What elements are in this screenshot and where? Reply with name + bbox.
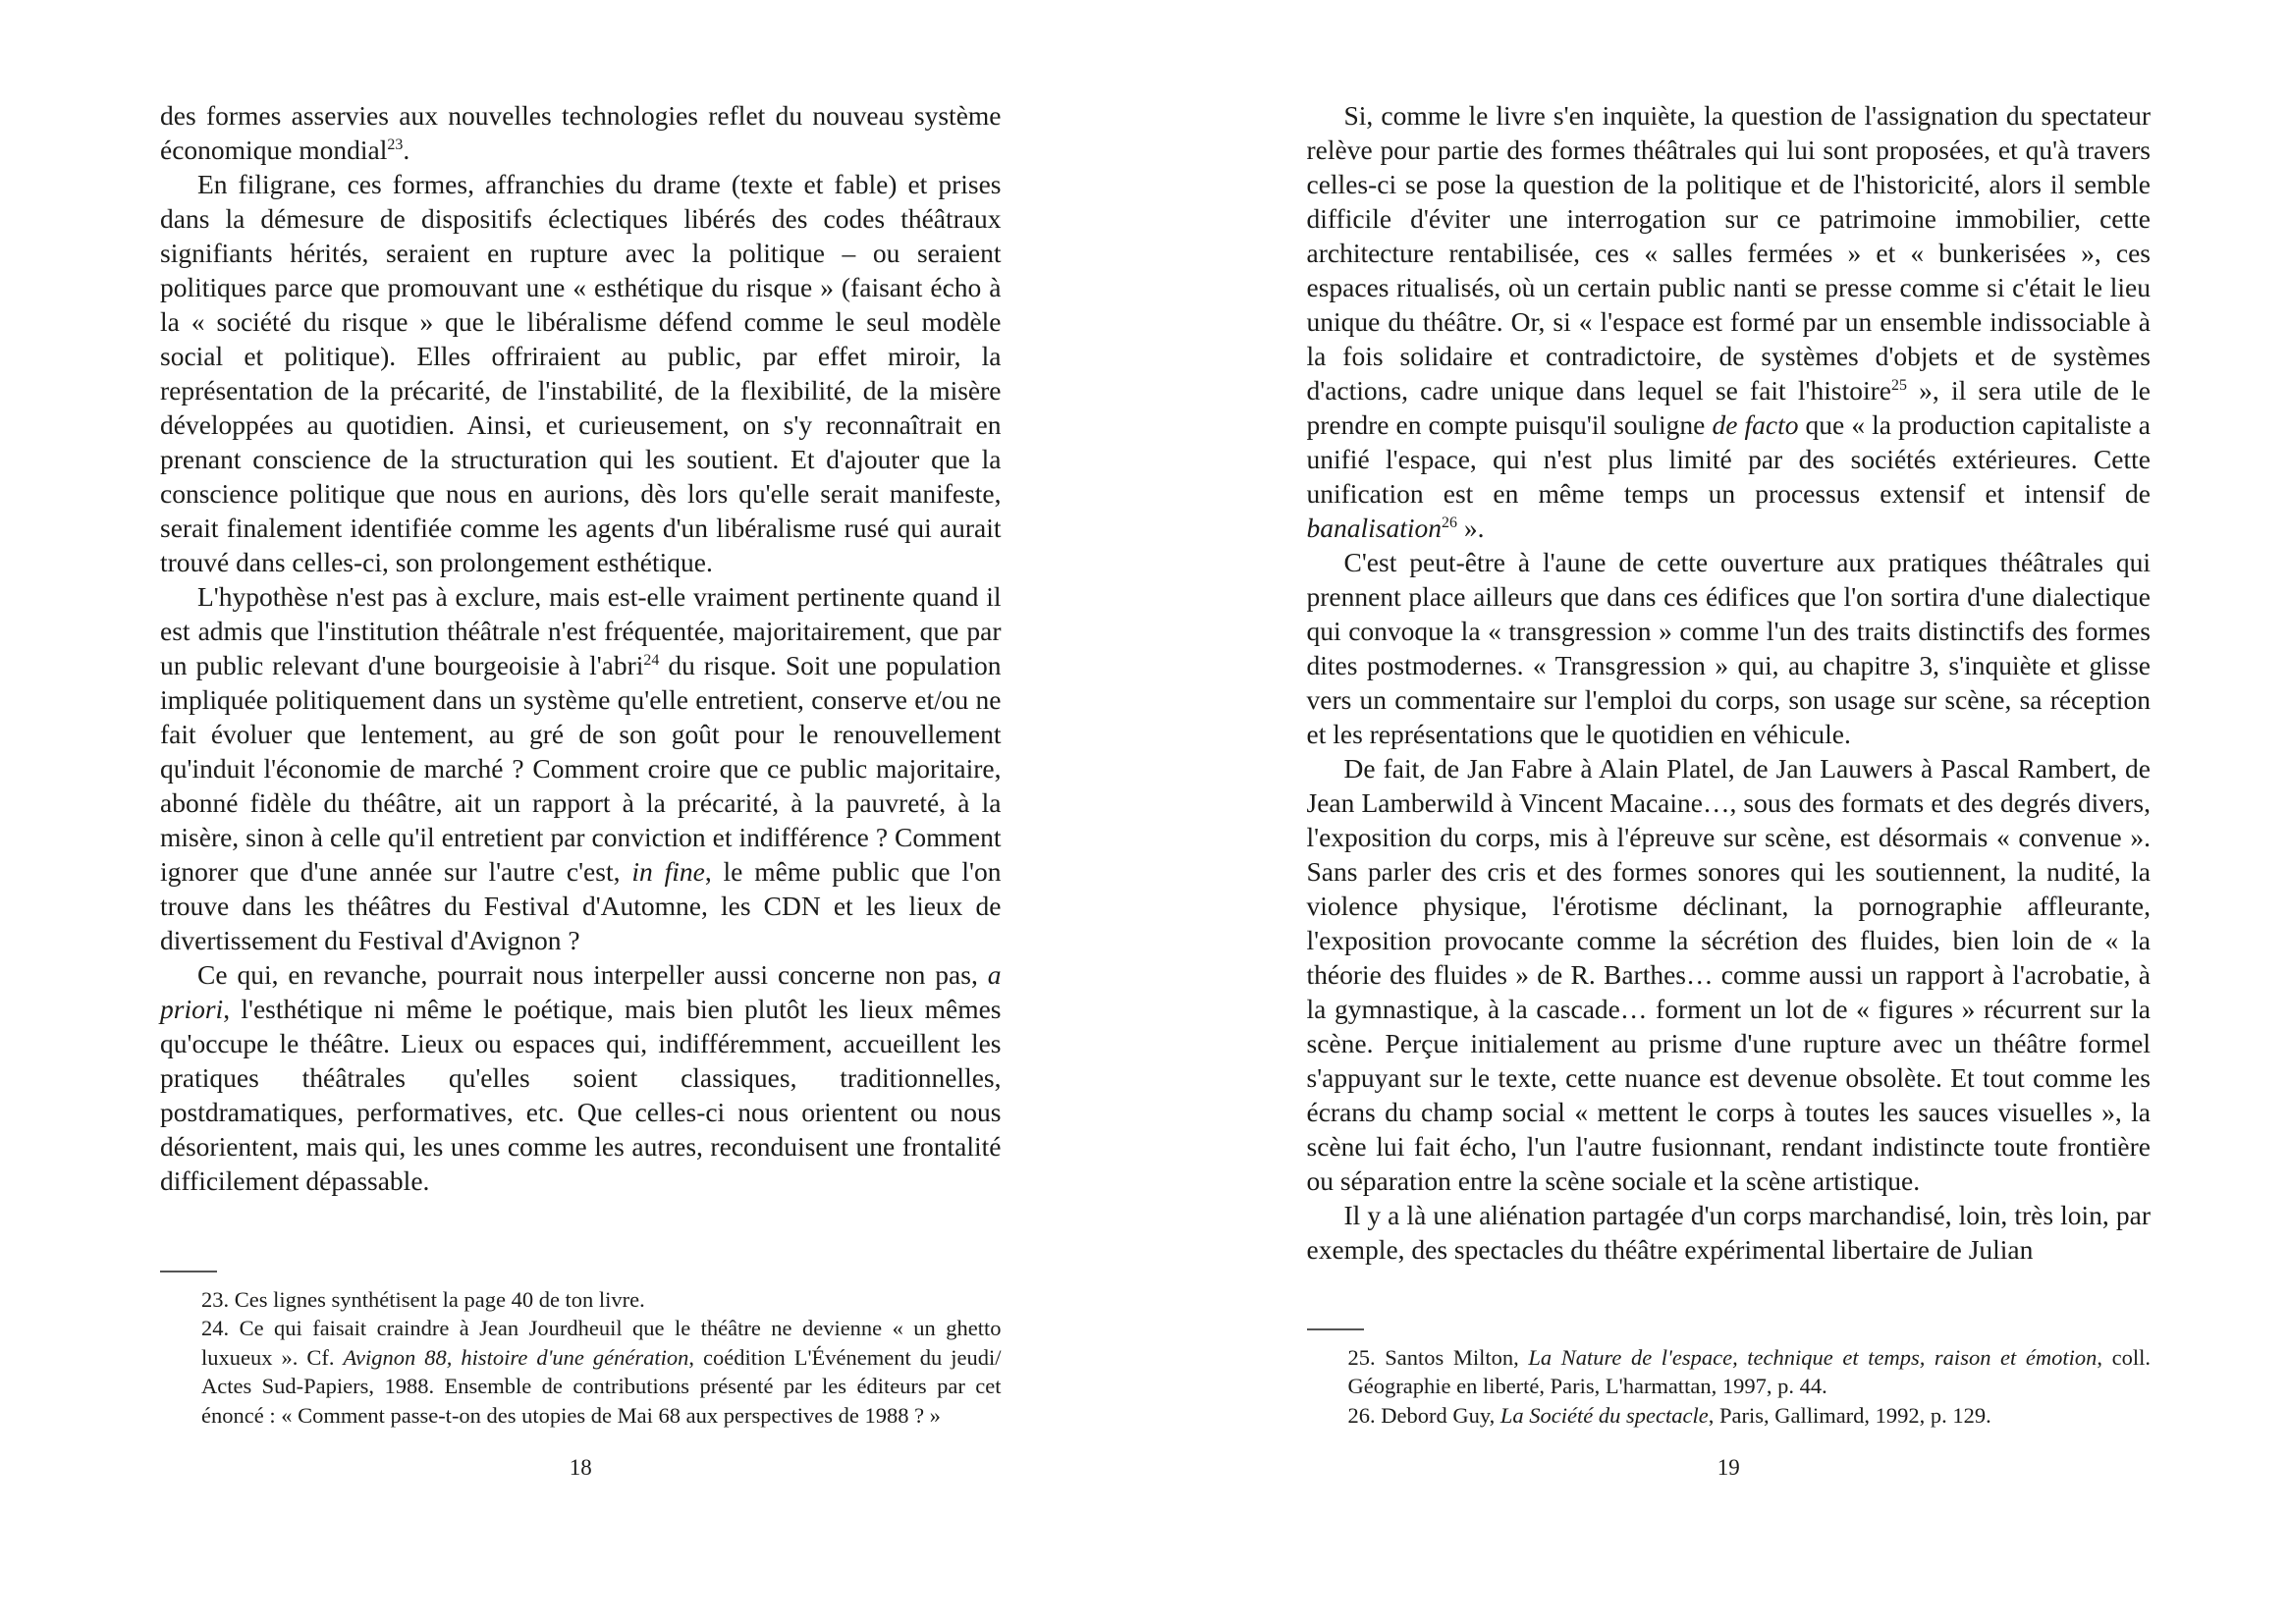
footnote-ref: 25 xyxy=(1890,376,1907,394)
footnote-ref: 26 xyxy=(1442,514,1457,531)
footnote xyxy=(1348,1343,2152,1401)
page-body-left xyxy=(160,98,1002,1198)
paragraph xyxy=(1307,751,2152,1198)
text-run: ». xyxy=(1456,513,1485,543)
paragraph xyxy=(1307,98,2152,545)
text-run: C'est peut-être à l'aune de cette ouverture aux pratiques théâtrales qui prennent place ailleurs que dans ces édifices que l'on sortira d'une dialectique qui convoque la « transgression » comme l'un des traits distinctifs des formes dites postmodernes. « Transgression » qui, au chapitre 3, s'inquiète et glisse vers un commentaire sur l'emploi du corps, son usage sur scène, sa réception et les représentations que le quotidien en véhicule. xyxy=(1306,547,2151,749)
text-run: , le même public que l'on trouve dans les théâtres du Festival d'Automne, les CDN et les lieux de divertissement du Festival d'Avignon ? xyxy=(160,856,1002,955)
footnote-ref: 24 xyxy=(643,651,660,669)
text-run: 23. Ces lignes synthétisent la page 40 de ton livre. xyxy=(201,1286,645,1312)
paragraph xyxy=(160,98,1002,167)
paragraph xyxy=(160,957,1002,1198)
text-run: , l'esthétique ni même le poétique, mais bien plutôt les lieux mêmes qu'occupe le théâtre. Lieux ou espaces qui, indifféremment, accueillent les pratiques théâtrales qu'elles soient classiques, traditionnelles, postdramatiques, performatives, etc. Que celles-ci nous orientent ou nous désorientent, mais qui, les unes comme les autres, reconduisent une frontalité difficilement dépassable. xyxy=(160,994,1002,1196)
text-run: que « la production capitaliste a unifié l'espace, qui n'est plus limité par des sociétés extérieures. Cette unification est en même temps un processus extensif et intensif de xyxy=(1306,409,2151,509)
text-run: . xyxy=(403,135,410,165)
text-run: Il y a là une aliénation partagée d'un corps marchandisé, loin, très loin, par exemple, des spectacles du théâtre expérimental libertaire de Julian xyxy=(1306,1200,2151,1265)
italic-text: La Nature de l'espace, technique et temps, raison et émotion xyxy=(1528,1344,2098,1370)
text-run: , Paris, Gallimard, 1992, p. 129. xyxy=(1708,1402,1991,1428)
text-run: Ce qui, en revanche, pourrait nous interpeller aussi concerne non pas, xyxy=(197,959,988,990)
page-number-left: 18 xyxy=(569,1455,592,1480)
footnotes-right xyxy=(1307,1343,2152,1431)
text-run: 26. Debord Guy, xyxy=(1347,1402,1500,1428)
spacer xyxy=(1307,1267,2152,1328)
footnote-rule xyxy=(1307,1328,1364,1330)
italic-text: banalisation xyxy=(1306,513,1443,543)
italic-text: Avignon 88, histoire d'une génération xyxy=(343,1344,689,1370)
text-run: 24. Ce qui faisait craindre à Jean Jourdheuil que le théâtre ne devienne « un ghetto luxueux ». Cf. xyxy=(201,1316,1002,1370)
italic-text: La Société du spectacle xyxy=(1499,1402,1709,1428)
text-run: Si, comme le livre s'en inquiète, la question de l'assignation du spectateur relève pour partie des formes théâtrales qui lui sont proposées, et qu'à travers celles-ci se pose la question de la politique et de l'historicité, alors il semble difficile d'éviter une interrogation sur ce patrimoine immobilier, cette architecture rentabilisée, ces « salles fermées » et « bunkerisées », ces espaces ritualisés, où un certain public nanti se presse comme si c'était le lieu unique du théâtre. Or, si « l'espace est formé par un ensemble indissociable à la fois solidaire et contradictoire, de systèmes d'objets et de systèmes d'actions, cadre unique dans lequel se fait l'histoire xyxy=(1306,100,2151,406)
footnote-ref: 23 xyxy=(387,135,404,153)
text-run: des formes asservies aux nouvelles technologies reflet du nouveau système économique mondial xyxy=(160,100,1002,165)
text-run: , coll. Géographie en liberté, Paris, L'harmattan, 1997, p. 44. xyxy=(1347,1344,2151,1398)
text-run: », il sera utile de le prendre en compte puisqu'il souligne xyxy=(1306,375,2151,440)
paragraph xyxy=(1307,1198,2152,1267)
page-right xyxy=(1145,0,2289,1624)
footnote xyxy=(1348,1401,2152,1431)
footnote-rule xyxy=(160,1271,217,1272)
text-run: De fait, de Jan Fabre à Alain Platel, de Jan Lauwers à Pascal Rambert, de Jean Lamberwild à Vincent Macaine…, sous des formats et des degrés divers, l'exposition du corps, mis à l'épreuve sur scène, est désormais « convenue ». Sans parler des cris et des formes sonores qui les soutiennent, la nudité, la violence physique, l'érotisme déclinant, la pornographie affleurante, l'exposition provocante comme la sécrétion des fluides, bien loin de « la théorie des fluides » de R. Barthes… comme aussi un rapport à l'acrobatie, à la gymnastique, à la cascade… forment un lot de « figures » récurrent sur la scène. Perçue initialement au prisme d'une rupture avec un théâtre formel s'appuyant sur le texte, cette nuance est devenue obsolète. Et tout comme les écrans du champ social « mettent le corps à toutes les sauces visuelles », la scène lui fait écho, l'un l'autre fusionnant, rendant indistincte toute frontière ou séparation entre la scène sociale et la scène artistique. xyxy=(1306,753,2151,1196)
text-run: En filigrane, ces formes, affranchies du drame (texte et fable) et prises dans la démesure de dispositifs éclectiques libérés des codes théâtraux signifiants hérités, seraient en rupture avec la politique – ou seraient politiques parce que promouvant une « esthétique du risque » (faisant écho à la « société du risque » que le libéralisme défend comme le seul modèle social et politique). Elles offriraient au public, par effet miroir, la représentation de la précarité, de l'instabilité, de la flexibilité, de la misère développées au quotidien. Ainsi, et curieusement, on s'y reconnaîtrait en prenant conscience de la structuration qui les soutient. Et d'ajouter que la conscience politique que nous en aurions, dès lors qu'elle serait manifeste, serait finalement identifiée comme les agents d'un libéralisme rusé qui aurait trouvé dans celles-ci, son prolongement esthétique. xyxy=(160,169,1002,577)
spacer xyxy=(160,1198,1002,1271)
paragraph xyxy=(160,579,1002,957)
italic-text: a priori xyxy=(160,959,1002,1024)
footnote xyxy=(201,1314,1002,1430)
text-run: , coédition L'Événement du jeudi/ Actes Sud-Papiers, 1988. Ensemble de contributions présenté par les éditeurs par cet énoncé : « Comment passe-t-on des utopies de Mai 68 aux perspectives de 1988 ? » xyxy=(201,1344,1002,1428)
paragraph xyxy=(1307,545,2152,751)
text-run: L'hypothèse n'est pas à exclure, mais est-elle vraiment pertinente quand il est admis que l'institution théâtrale n'est fréquentée, majoritairement, que par un public relevant d'une bourgeoisie à l'abri xyxy=(160,581,1002,680)
paragraph xyxy=(160,167,1002,579)
italic-text: de facto xyxy=(1712,409,1799,440)
page-body-right xyxy=(1307,98,2152,1267)
page-number-right: 19 xyxy=(1717,1455,1740,1480)
text-run: 25. Santos Milton, xyxy=(1347,1344,1529,1370)
footnotes-left xyxy=(160,1285,1002,1431)
text-run: du risque. Soit une population impliquée politiquement dans un système qu'elle entretient, conserve et/ou ne fait évoluer que lentement, au gré de son goût pour le renouvellement qu'induit l'économie de marché ? Comment croire que ce public majoritaire, abonné fidèle du théâtre, ait un rapport à la précarité, à la pauvreté, à la misère, sinon à celle qu'il entretient par conviction et indifférence ? Comment ignorer que d'une année sur l'autre c'est, xyxy=(160,650,1002,887)
italic-text: in fine xyxy=(631,856,705,887)
footnote xyxy=(201,1285,1002,1315)
